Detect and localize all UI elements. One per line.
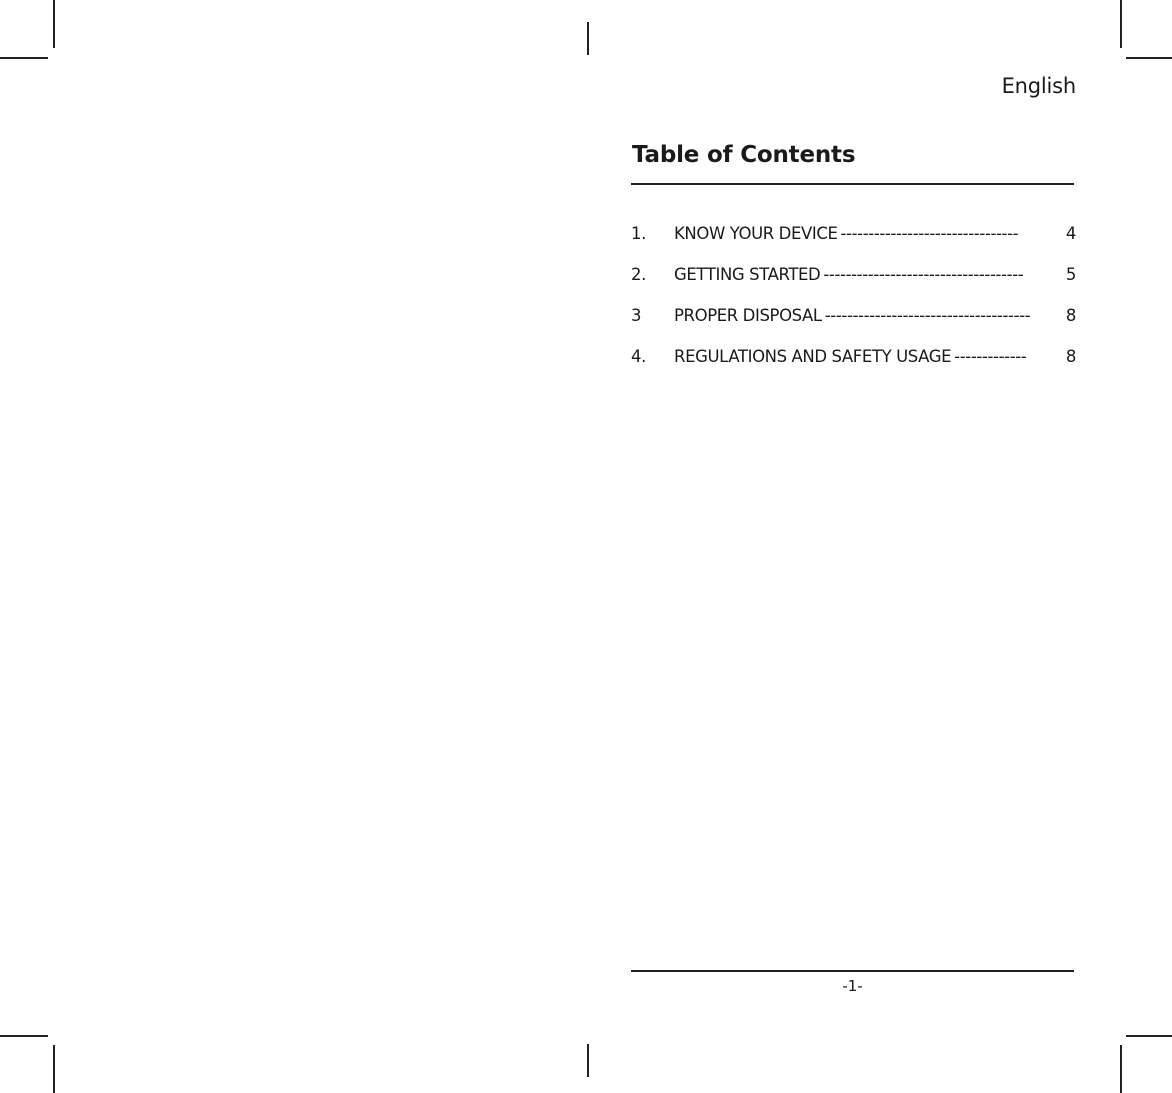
- registration-mark: [587, 22, 589, 55]
- footer-divider: [631, 970, 1074, 972]
- toc-entry-title: PROPER DISPOSAL: [674, 306, 822, 325]
- language-label: English: [1001, 74, 1076, 98]
- toc-entry[interactable]: [631, 306, 1076, 347]
- crop-mark: [1120, 0, 1122, 48]
- toc-entry-number: 1.: [631, 224, 646, 243]
- crop-mark: [53, 1045, 55, 1093]
- page-number: -1-: [842, 977, 863, 995]
- crop-mark: [1126, 1035, 1172, 1037]
- crop-mark: [0, 57, 48, 59]
- crop-mark: [1120, 1045, 1122, 1093]
- page-title: Table of Contents: [632, 142, 856, 168]
- toc-entry-page: 5: [1065, 265, 1076, 284]
- toc-entry[interactable]: [631, 265, 1076, 306]
- toc-entry-number: 4.: [631, 347, 646, 366]
- toc-entry[interactable]: [631, 347, 1076, 388]
- toc-entry[interactable]: [631, 224, 1076, 265]
- crop-mark: [0, 1035, 48, 1037]
- toc-entry-leader: ------------------------------------: [823, 265, 1024, 284]
- toc-entry-title: GETTING STARTED: [674, 265, 821, 284]
- title-divider: [631, 183, 1074, 185]
- toc-entry-title: REGULATIONS AND SAFETY USAGE: [674, 347, 952, 366]
- toc-entry-number: 3: [631, 306, 642, 325]
- crop-mark: [53, 0, 55, 48]
- toc-entry-page: 8: [1065, 347, 1076, 366]
- toc-entry-leader: -------------: [954, 347, 1027, 366]
- toc-entry-page: 4: [1065, 224, 1076, 243]
- toc-entry-page: 8: [1065, 306, 1076, 325]
- toc-entry-leader: -------------------------------------: [824, 306, 1031, 325]
- registration-mark: [587, 1044, 589, 1077]
- toc-entry-leader: --------------------------------: [840, 224, 1019, 243]
- crop-mark: [1126, 57, 1172, 59]
- toc-entry-number: 2.: [631, 265, 646, 284]
- toc-list: [631, 224, 1076, 388]
- toc-entry-title: KNOW YOUR DEVICE: [674, 224, 838, 243]
